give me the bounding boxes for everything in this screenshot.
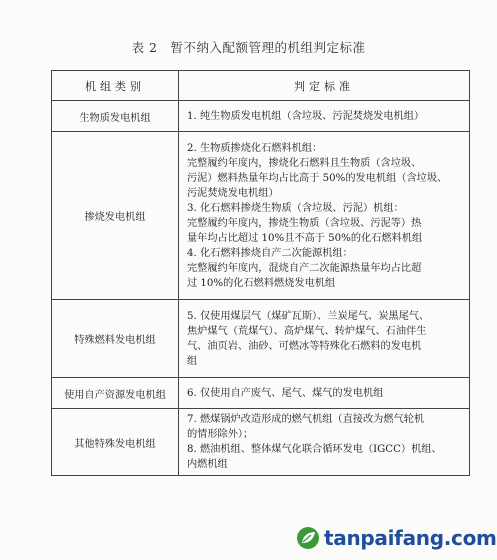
row-category: 使用自产资源发电机组	[52, 378, 179, 409]
row-criteria	[179, 132, 470, 300]
criteria-line: 组	[187, 355, 198, 367]
criteria-line: 8. 燃油机组、整体煤气化联合循环发电（IGCC）机组、	[187, 444, 442, 455]
criteria-line: 内燃机组	[187, 459, 228, 470]
criteria-line: 的情形除外）；	[187, 429, 254, 440]
row-criteria	[179, 300, 470, 378]
row-criteria	[179, 409, 470, 476]
row-category: 生物质发电机组	[52, 101, 179, 132]
criteria-table	[51, 70, 470, 476]
row-category: 其他特殊发电机组	[52, 409, 179, 476]
criteria-line: 污泥焚烧发电机组）	[187, 187, 279, 199]
criteria-line: 污泥）燃料热量年均占比高于 50%的发电机组（含垃圾、	[187, 172, 448, 184]
criteria-line: 4. 化石燃料掺烧自产二次能源机组：	[187, 247, 353, 259]
watermark-logo	[296, 524, 497, 552]
table-row	[52, 378, 470, 409]
leaf-logo-icon	[296, 526, 320, 550]
table-header-row	[52, 71, 470, 101]
criteria-line: 1. 纯生物质发电机组（含垃圾、污泥焚烧发电机组）	[187, 110, 425, 122]
row-category: 掺烧发电机组	[52, 132, 179, 300]
criteria-line: 焦炉煤气（荒煤气）、高炉煤气、转炉煤气、石油伴生	[187, 325, 427, 337]
table-row	[52, 101, 470, 132]
criteria-line: 过 10%的化石燃料燃烧发电机组	[187, 277, 336, 289]
criteria-line: 气、油页岩、油砂、可燃冰等特殊化石燃料的发电机	[187, 340, 422, 352]
criteria-line: 2. 生物质掺烧化石燃料机组：	[187, 142, 323, 154]
criteria-line: 6. 仅使用自产废气、尾气、煤气的发电机组	[187, 387, 384, 399]
criteria-line: 完整履约年度内，掺烧化石燃料且生物质（含垃圾、	[187, 157, 422, 169]
row-criteria	[179, 101, 470, 132]
row-criteria	[179, 378, 470, 409]
table-title: 表 2 暂不纳入配额管理的机组判定标准	[131, 40, 366, 55]
header-criteria: 判定标准	[179, 71, 470, 101]
criteria-line: 7. 燃煤锅炉改造形成的燃气机组（直接改为燃气轮机	[187, 414, 425, 425]
criteria-line: 完整履约年度内，掺烧生物质（含垃圾、污泥等）热	[187, 217, 422, 229]
table-row	[52, 409, 470, 476]
criteria-line: 量年均占比超过 10%且不高于 50%的化石燃料机组	[187, 232, 423, 244]
watermark-text: tanpaifang.com	[324, 526, 497, 550]
table-row	[52, 132, 470, 300]
row-category: 特殊燃料发电机组	[52, 300, 179, 378]
criteria-line: 3. 化石燃料掺烧生物质（含垃圾、污泥）机组：	[187, 202, 404, 214]
criteria-line: 完整履约年度内，混烧自产二次能源热量年均占比超	[187, 262, 422, 274]
table-row	[52, 300, 470, 378]
header-category: 机组类别	[52, 71, 179, 101]
criteria-line: 5. 仅使用煤层气（煤矿瓦斯）、兰炭尾气、炭黑尾气、	[187, 310, 430, 322]
